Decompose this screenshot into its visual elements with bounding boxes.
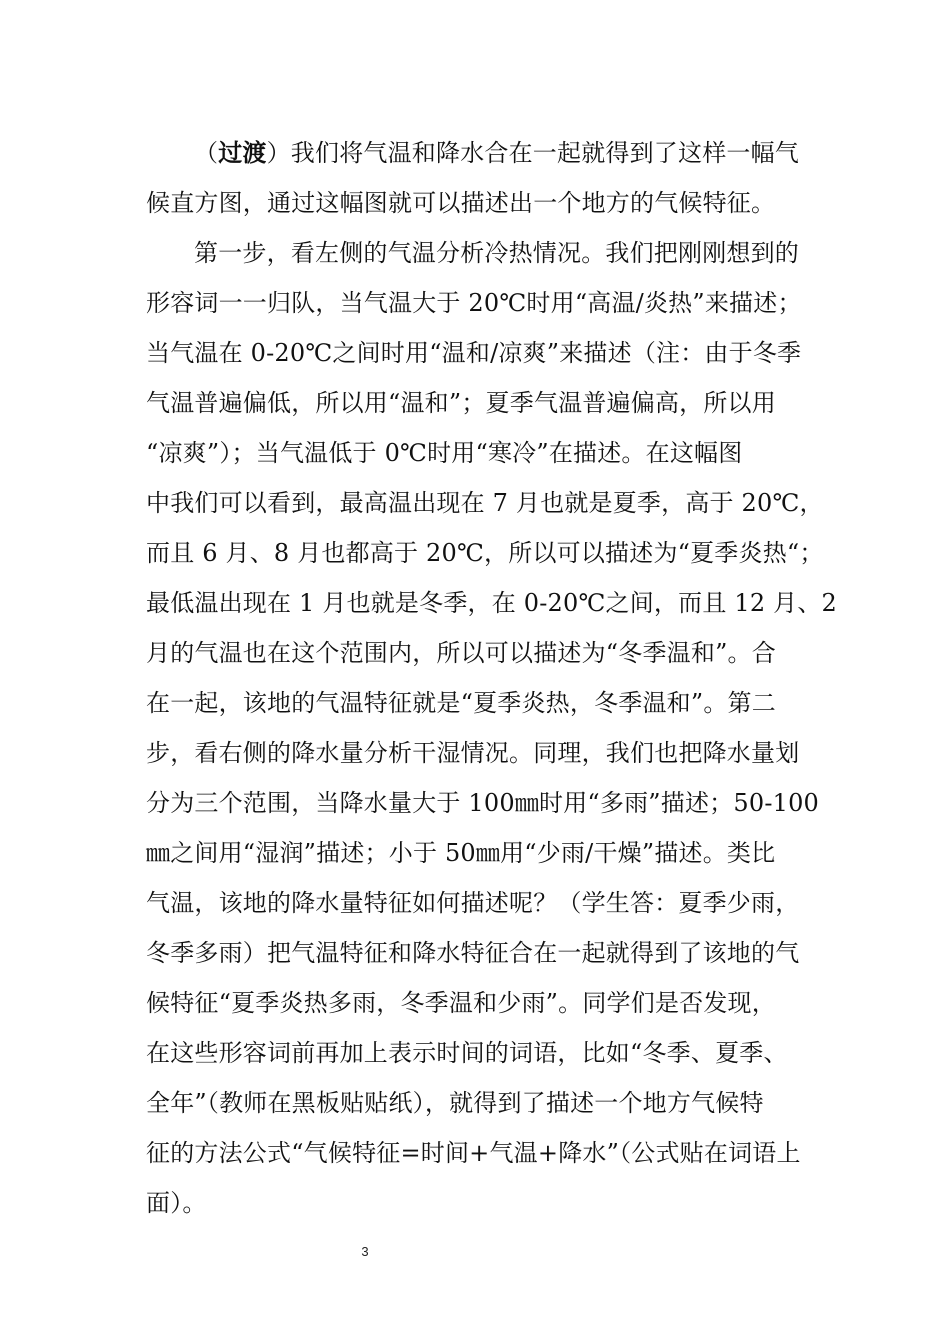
paragraph-steps-line: 气温，该地的降水量特征如何描述呢？（学生答：夏季少雨， — [146, 889, 800, 917]
paragraph-steps-line: 分为三个范围，当降水量大于 100㎜时用“多雨”描述；50-100 — [146, 789, 820, 817]
transition-label: 过渡 — [218, 138, 267, 167]
paragraph-steps-line: 月的气温也在这个范围内，所以可以描述为“冬季温和”。合 — [146, 639, 776, 667]
paragraph-steps-line: ㎜之间用“湿润”描述；小于 50㎜用“少雨/干燥”描述。类比 — [146, 839, 776, 867]
paragraph-steps-line: 当气温在 0-20℃之间时用“温和/凉爽”来描述（注：由于冬季 — [146, 339, 802, 367]
paragraph-steps-line: 最低温出现在 1 月也就是冬季，在 0-20℃之间，而且 12 月、2 — [146, 589, 837, 617]
bracket-open: （ — [194, 139, 219, 167]
paragraph-steps-line: 全年”（教师在黑板贴贴纸），就得到了描述一个地方气候特 — [146, 1089, 764, 1117]
page-number: 3 — [361, 1244, 369, 1259]
paragraph-steps-line: 形容词一一归队，当气温大于 20℃时用“高温/炎热”来描述； — [146, 289, 802, 317]
paragraph-steps-line: 在一起，该地的气温特征就是“夏季炎热，冬季温和”。第二 — [146, 689, 776, 717]
paragraph-steps-line: 面）。 — [146, 1189, 207, 1217]
paragraph-steps-line: “凉爽”）；当气温低于 0℃时用“寒冷”在描述。在这幅图 — [146, 439, 743, 467]
paragraph-transition-text: ）我们将气温和降水合在一起就得到了这样一幅气 — [266, 139, 800, 167]
paragraph-steps-line: 在这些形容词前再加上表示时间的词语，比如“冬季、夏季、 — [146, 1039, 788, 1067]
paragraph-steps-line: 气温普遍偏低，所以用“温和”；夏季气温普遍偏高，所以用 — [146, 389, 776, 417]
paragraph-steps-line: 步，看右侧的降水量分析干湿情况。同理，我们也把降水量划 — [146, 739, 800, 767]
paragraph-transition-line-2: 候直方图，通过这幅图就可以描述出一个地方的气候特征。 — [146, 189, 776, 217]
paragraph-steps-line: 中我们可以看到，最高温出现在 7 月也就是夏季，高于 20℃， — [146, 489, 824, 517]
paragraph-steps-line: 第一步，看左侧的气温分析冷热情况。我们把刚刚想到的 — [194, 239, 799, 267]
paragraph-steps-line: 候特征“夏季炎热多雨，冬季温和少雨”。同学们是否发现， — [146, 989, 776, 1017]
paragraph-steps-line: 冬季多雨）把气温特征和降水特征合在一起就得到了该地的气 — [146, 939, 800, 967]
body-text — [146, 128, 837, 1228]
paragraph-steps-line: 而且 6 月、8 月也都高于 20℃，所以可以描述为“夏季炎热“； — [146, 539, 824, 567]
paragraph-steps-line: 征的方法公式“气候特征=时间+气温+降水”（公式贴在词语上 — [146, 1139, 801, 1167]
paragraph-transition-line-1 — [146, 128, 806, 178]
